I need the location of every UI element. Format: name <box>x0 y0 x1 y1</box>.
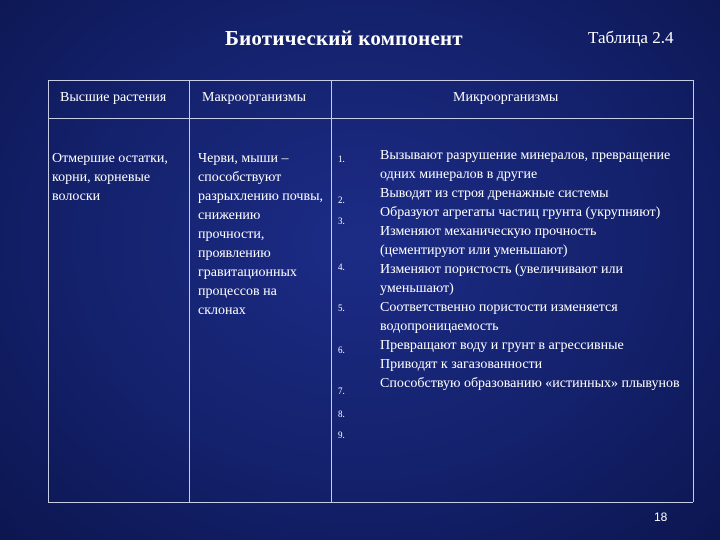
list-item: Способствую образованию «истинных» плывунов <box>380 376 680 391</box>
list-item: Выводят из строя дренажные системы <box>380 186 609 201</box>
list-item: Вызывают разрушение минералов, превращение одних минералов в другие <box>380 148 671 182</box>
list-number: 2. <box>338 195 345 205</box>
list-item: Превращают воду и грунт в агрессивные <box>380 338 624 353</box>
cell-macro: Черви, мыши – способствуют разрыхлению почвы, снижению прочности, проявлению гравитационных процессов на склонах <box>198 151 323 318</box>
column-divider-1 <box>189 80 190 503</box>
column-divider-2 <box>331 80 332 503</box>
micro-items <box>380 146 680 393</box>
list-item: Приводят к загазованности <box>380 357 543 372</box>
header-divider <box>48 118 693 119</box>
table-number: Таблица 2.4 <box>588 28 674 47</box>
header-micro: Микроорганизмы <box>453 90 559 105</box>
list-number: 5. <box>338 303 345 313</box>
list-number: 7. <box>338 386 345 396</box>
header-plants: Высшие растения <box>60 90 167 105</box>
list-number: 8. <box>338 409 345 419</box>
cell-plants: Отмершие остатки, корни, корневые волоски <box>52 151 168 204</box>
list-number: 3. <box>338 216 345 226</box>
table-top-border <box>48 80 693 81</box>
table-bottom-border <box>48 502 693 503</box>
list-item: Изменяют пористость (увеличивают или уменьшают) <box>380 262 623 296</box>
header-macro: Макроорганизмы <box>202 90 307 105</box>
page-number: 18 <box>654 510 668 524</box>
list-number: 6. <box>338 345 345 355</box>
list-number: 9. <box>338 430 345 440</box>
list-number: 4. <box>338 262 345 272</box>
slide-title: Биотический компонент <box>225 26 463 50</box>
list-item: Соответственно пористости изменяется водопроницаемость <box>380 300 618 334</box>
list-item: Образуют агрегаты частиц грунта (укрупняют) <box>380 205 661 220</box>
list-item: Изменяют механическую прочность (цементируют или уменьшают) <box>380 224 597 258</box>
list-number: 1. <box>338 154 345 164</box>
